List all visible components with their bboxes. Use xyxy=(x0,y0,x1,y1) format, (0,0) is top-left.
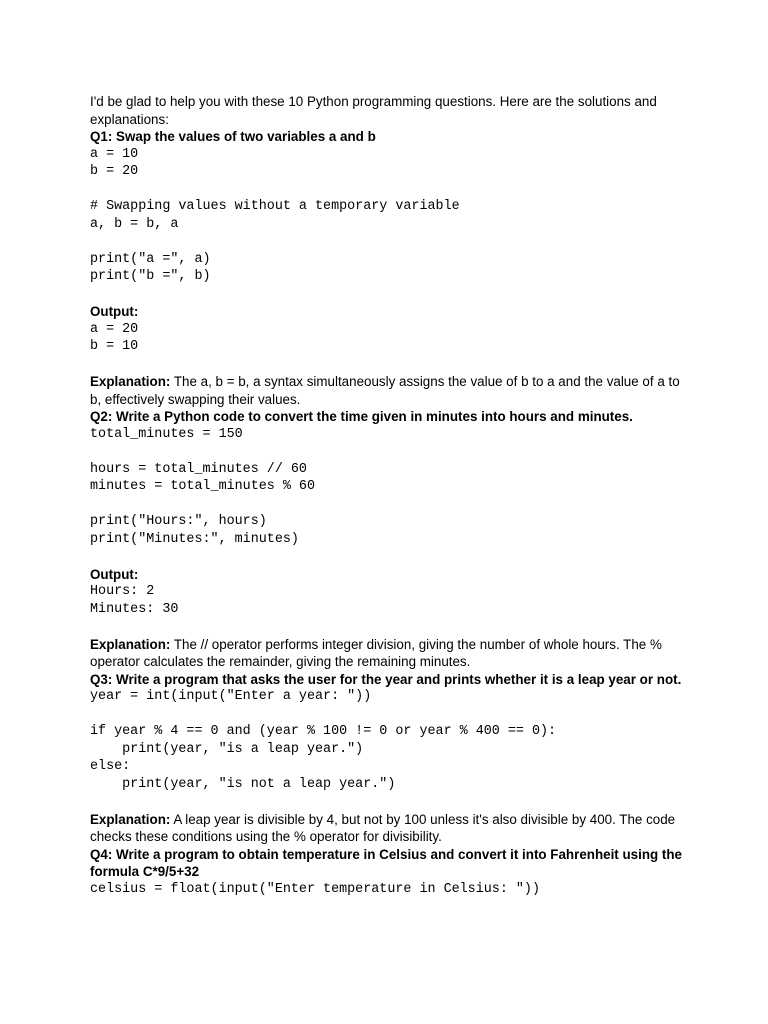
intro-paragraph: I'd be glad to help you with these 10 Python programming questions. Here are the solutions and explanations: xyxy=(90,94,657,127)
q2-explanation xyxy=(90,636,682,671)
q1-output-label: Output: xyxy=(90,304,139,319)
spacer xyxy=(90,793,682,811)
spacer xyxy=(90,286,682,304)
q2-heading: Q2: Write a Python code to convert the time given in minutes into hours and minutes. xyxy=(90,409,633,424)
q1-code-block: a = 10 b = 20 # Swapping values without a temporary variable a, b = b, a print("a =", a) print("b =", b) xyxy=(90,146,460,284)
q2-output-block: Hours: 2 Minutes: 30 xyxy=(90,584,179,617)
q4-code-block: celsius = float(input("Enter temperature in Celsius: ")) xyxy=(90,881,540,897)
q2-explanation-text: The // operator performs integer division, giving the number of whole hours. The % operator calculates the remainder, giving the remaining minutes. xyxy=(90,636,662,669)
q3-explanation-text: A leap year is divisible by 4, but not by 100 unless it's also divisible by 400. The code checks these conditions using the % operator for divisibility. xyxy=(90,811,676,844)
q3-explanation xyxy=(90,811,682,846)
spacer xyxy=(90,618,682,636)
q2-output-label: Output: xyxy=(90,566,139,582)
q1-explanation-text: The a, b = b, a syntax simultaneously assigns the value of b to a and the value of a to b, effectively swapping their values. xyxy=(90,374,680,407)
spacer xyxy=(90,548,682,566)
q1-heading: Q1: Swap the values of two variables a and b xyxy=(90,129,376,144)
document-page xyxy=(90,93,682,898)
q2-explanation-label: Explanation: xyxy=(90,636,171,652)
q3-explanation-label: Explanation: xyxy=(90,811,171,827)
q1-explanation xyxy=(90,373,682,408)
spacer xyxy=(90,356,682,374)
q3-heading: Q3: Write a program that asks the user for the year and prints whether it is a leap year or not. xyxy=(90,671,682,687)
q3-code-block: year = int(input("Enter a year: ")) if year % 4 == 0 and (year % 100 != 0 or year % 400 == 0): print(year, "is a leap year.") else: print(year, "is not a leap year.") xyxy=(90,689,557,792)
q1-explanation-label: Explanation: xyxy=(90,374,171,389)
q2-code-block: total_minutes = 150 hours = total_minutes // 60 minutes = total_minutes % 60 print("Hours:", hours) print("Minutes:", minutes) xyxy=(90,426,315,547)
q1-output-block: a = 20 b = 10 xyxy=(90,321,139,354)
q4-heading: Q4: Write a program to obtain temperature in Celsius and convert it into Fahrenheit using the formula C*9/5+32 xyxy=(90,846,682,879)
